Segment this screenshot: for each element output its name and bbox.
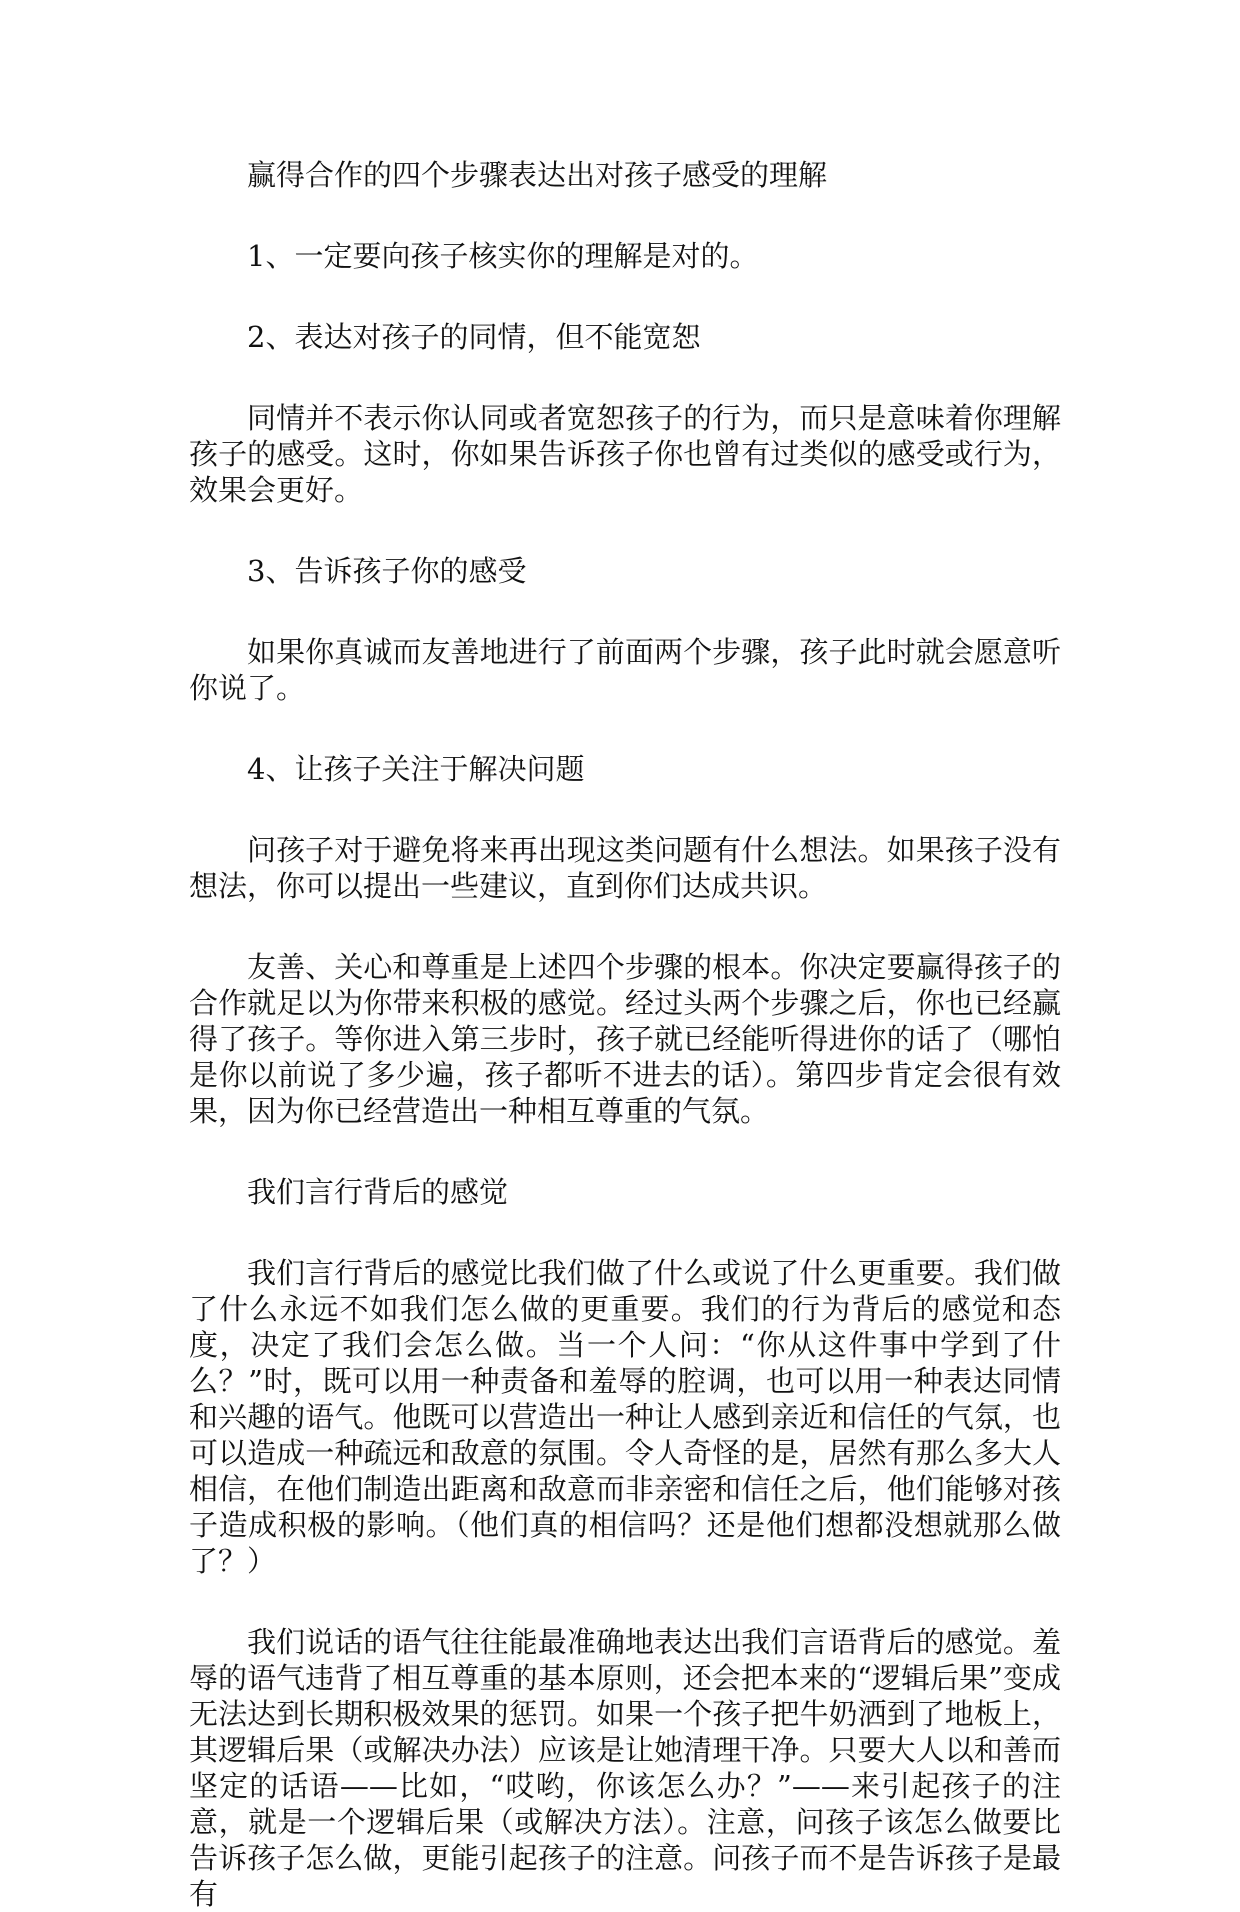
step-2-body: 同情并不表示你认同或者宽恕孩子的行为，而只是意味着你理解孩子的感受。这时，你如果告诉孩子你也曾有过类似的感受或行为，效果会更好。 xyxy=(189,401,1061,507)
step-3-body: 如果你真诚而友善地进行了前面两个步骤，孩子此时就会愿意听你说了。 xyxy=(189,635,1061,705)
step-3: 3、告诉孩子你的感受 xyxy=(247,554,527,588)
heading-feelings: 我们言行背后的感觉 xyxy=(247,1175,509,1209)
summary-paragraph: 友善、关心和尊重是上述四个步骤的根本。你决定要赢得孩子的合作就足以为你带来积极的感觉。经过头两个步骤之后，你也已经赢得了孩子。等你进入第三步时，孩子就已经能听得进你的话了（哪怕是你以前说了多少遍，孩子都听不进去的话）。第四步肯定会很有效果，因为你已经营造出一种相互尊重的气氛。 xyxy=(189,950,1061,1128)
step-4: 4、让孩子关注于解决问题 xyxy=(247,752,585,786)
tone-paragraph: 我们说话的语气往往能最准确地表达出我们言语背后的感觉。羞辱的语气违背了相互尊重的基本原则，还会把本来的“逻辑后果”变成无法达到长期积极效果的惩罚。如果一个孩子把牛奶洒到了地板上，其逻辑后果（或解决办法）应该是让她清理干净。只要大人以和善而坚定的话语——比如，“哎哟，你该怎么办？”——来引起孩子的注意，就是一个逻辑后果（或解决方法）。注意，问孩子该怎么做要比告诉孩子怎么做，更能引起孩子的注意。问孩子而不是告诉孩子是最有 xyxy=(189,1625,1061,1911)
step-2: 2、表达对孩子的同情，但不能宽恕 xyxy=(247,320,701,354)
step-1: 1、一定要向孩子核实你的理解是对的。 xyxy=(247,239,759,273)
step-4-body: 问孩子对于避免将来再出现这类问题有什么想法。如果孩子没有想法，你可以提出一些建议，直到你们达成共识。 xyxy=(189,833,1061,903)
document-body xyxy=(189,157,1061,1912)
heading-four-steps: 赢得合作的四个步骤表达出对孩子感受的理解 xyxy=(247,158,828,192)
feelings-paragraph: 我们言行背后的感觉比我们做了什么或说了什么更重要。我们做了什么永远不如我们怎么做的更重要。我们的行为背后的感觉和态度，决定了我们会怎么做。当一个人问：“你从这件事中学到了什么？”时，既可以用一种责备和羞辱的腔调，也可以用一种表达同情和兴趣的语气。他既可以营造出一种让人感到亲近和信任的气氛，也可以造成一种疏远和敌意的氛围。令人奇怪的是，居然有那么多大人相信，在他们制造出距离和敌意而非亲密和信任之后，他们能够对孩子造成积极的影响。（他们真的相信吗？还是他们想都没想就那么做了？） xyxy=(189,1256,1061,1578)
